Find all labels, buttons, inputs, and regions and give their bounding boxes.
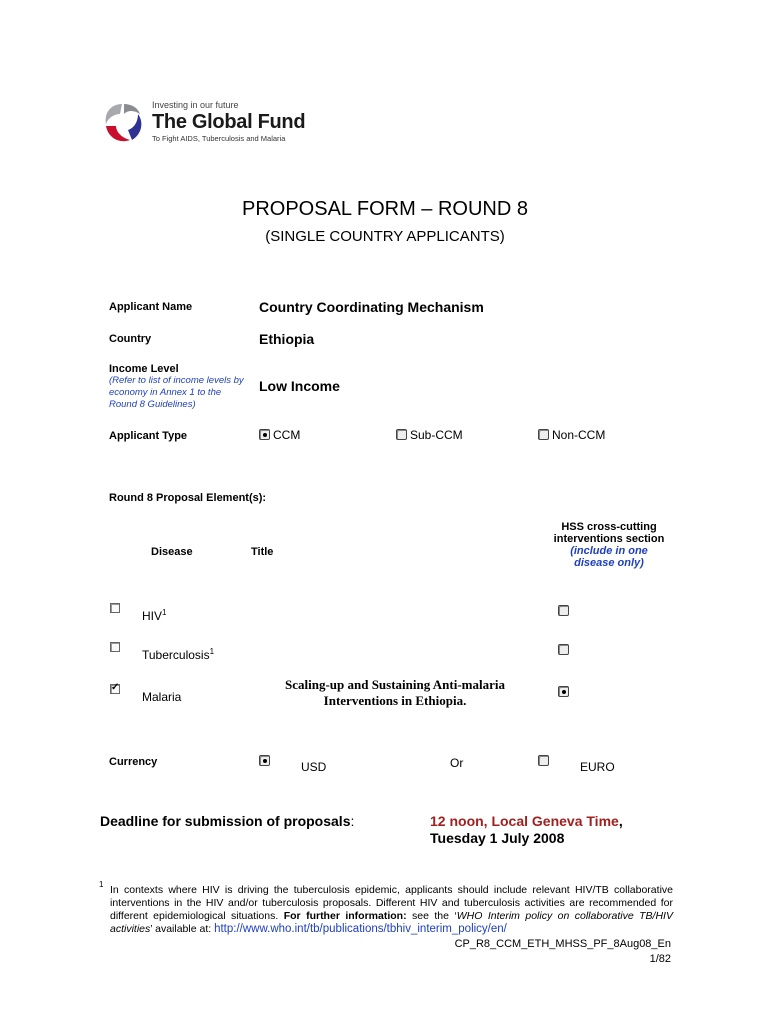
non-ccm-option-label: Non-CCM <box>552 428 606 442</box>
sub-ccm-option-label: Sub-CCM <box>410 428 463 442</box>
logo-subtitle: To Fight AIDS, Tuberculosis and Malaria <box>152 134 286 143</box>
disease-column-header: Disease <box>151 546 193 558</box>
deadline-date: Tuesday 1 July 2008 <box>430 830 565 846</box>
euro-label: EURO <box>580 760 615 774</box>
currency-label: Currency <box>109 756 158 768</box>
tuberculosis-checkbox[interactable] <box>110 642 120 652</box>
usd-radio[interactable] <box>259 755 270 766</box>
non-ccm-radio[interactable] <box>538 429 549 440</box>
income-level-value: Low Income <box>259 378 340 394</box>
sub-ccm-radio[interactable] <box>396 429 407 440</box>
hiv-hss-radio[interactable] <box>558 605 569 616</box>
income-level-label: Income Level <box>109 363 179 375</box>
title-column-header: Title <box>251 546 274 558</box>
who-policy-link[interactable]: http://www.who.int/tb/publications/tbhiv_interim_policy/en/ <box>214 923 507 935</box>
applicant-name-value: Country Coordinating Mechanism <box>259 299 484 315</box>
page-title: PROPOSAL FORM – ROUND 8 <box>242 198 528 220</box>
proposal-elements-heading: Round 8 Proposal Element(s): <box>109 492 267 504</box>
footnote-text: In contexts where HIV is driving the tuberculosis epidemic, applicants should include relevant HIV/TB collaborative interventions in the HIV and/or tuberculosis proposals. Different HIV and tuberculosis activities are recommended for different epidemiological situations. For further information: see the ‘WHO Interim policy on collaborative TB/HIV activities’ available at: http://www.who.int/tb/publications/tbhiv_interim_policy/en/ <box>110 884 673 935</box>
footnote-ref: 1 <box>162 608 167 617</box>
ccm-option-label: CCM <box>273 428 301 442</box>
income-level-note: (Refer to list of income levels by economy in Annex 1 to the Round 8 Guidelines) <box>109 375 244 410</box>
applicant-name-label: Applicant Name <box>109 301 193 313</box>
applicant-type-label: Applicant Type <box>109 430 188 442</box>
euro-radio[interactable] <box>538 755 549 766</box>
hss-column-header: HSS cross-cutting interventions section (include in one disease only) <box>549 521 669 569</box>
footnote-ref: 1 <box>209 647 215 656</box>
currency-or-label: Or <box>450 756 464 770</box>
logo-tagline: Investing in our future <box>152 100 239 110</box>
hiv-label: HIV$^1$ <box>142 608 167 623</box>
tuberculosis-hss-radio[interactable] <box>558 644 569 655</box>
footnote-number: 1 <box>99 880 104 889</box>
ccm-radio[interactable] <box>259 429 270 440</box>
malaria-hss-radio[interactable] <box>558 686 569 697</box>
malaria-checkbox[interactable] <box>110 684 120 694</box>
page-number: 1/82 <box>649 953 671 965</box>
hiv-checkbox[interactable] <box>110 603 120 613</box>
logo-name: The Global Fund <box>152 111 306 133</box>
deadline-label: Deadline for submission of proposals: <box>100 813 355 829</box>
usd-label: USD <box>301 760 327 774</box>
malaria-proposal-title: Scaling-up and Sustaining Anti-malaria Interventions in Ethiopia. <box>285 677 505 708</box>
deadline-time: 12 noon, Local Geneva Time, <box>430 813 623 829</box>
hss-column-note: (include in one disease only) <box>570 545 648 569</box>
global-fund-logo <box>102 100 312 146</box>
global-fund-swirl-icon <box>102 100 144 144</box>
page-subtitle: (SINGLE COUNTRY APPLICANTS) <box>265 228 505 245</box>
tuberculosis-label: Tuberculosis$^1$ <box>142 647 215 662</box>
country-value: Ethiopia <box>259 331 315 347</box>
document-code: CP_R8_CCM_ETH_MHSS_PF_8Aug08_En <box>454 938 671 950</box>
malaria-label: Malaria <box>142 690 182 704</box>
country-label: Country <box>109 333 152 345</box>
